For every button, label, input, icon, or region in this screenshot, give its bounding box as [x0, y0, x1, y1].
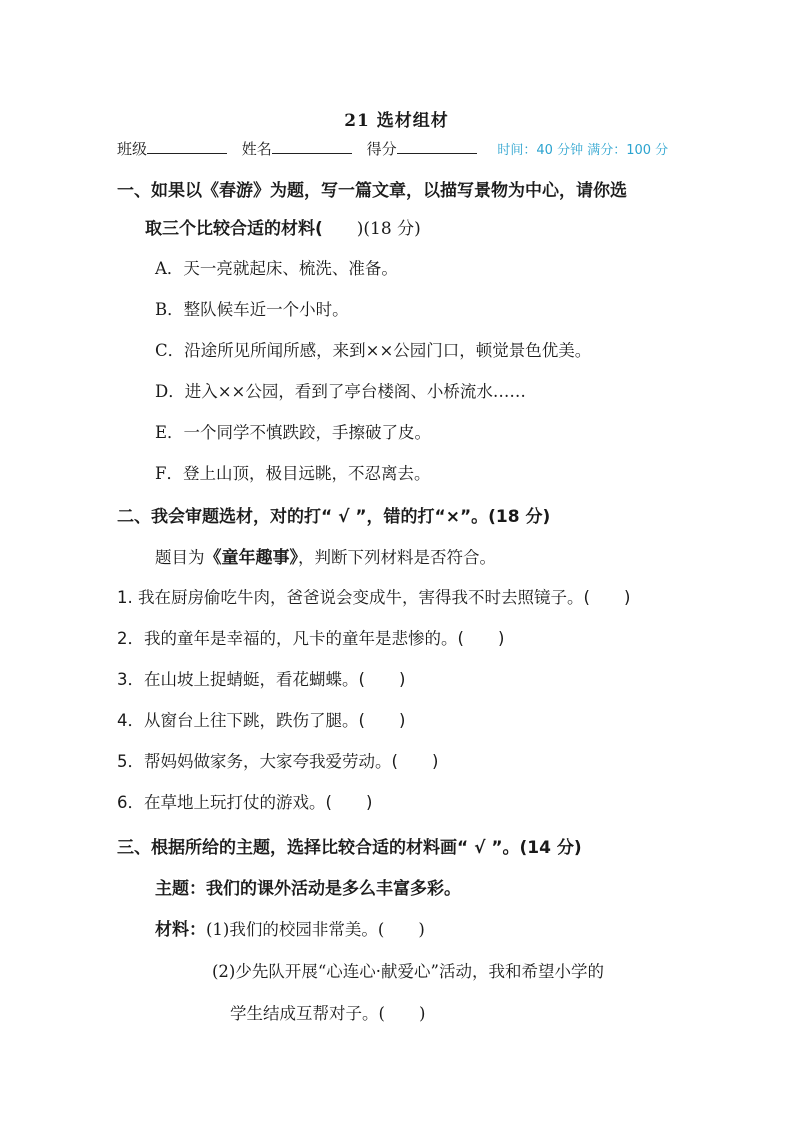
material-2-line2 [230, 1000, 425, 1024]
section2-subtitle [155, 543, 496, 568]
judge-item-text: 2．我的童年是幸福的，凡卡的童年是悲惨的。( [117, 629, 464, 648]
option-c: C．沿途所见所闻所感，来到××公园门口，顿觉景色优美。 [155, 341, 592, 360]
worksheet-title: 21 选材组材 [344, 111, 449, 131]
material-label: 材料： [155, 920, 206, 940]
judge-item-5 [117, 748, 438, 772]
section1-heading-suffix: )(18 分) [356, 219, 421, 239]
close-paren: ) [497, 629, 505, 648]
name-label: 姓名 [241, 140, 272, 158]
option-e: E．一个同学不慎跌跤，手擦破了皮。 [155, 423, 432, 442]
close-paren: ) [398, 711, 406, 730]
time-info: 时间：40 分钟 满分：100 分 [497, 143, 669, 158]
judge-item-4 [117, 707, 405, 731]
name-field[interactable] [242, 138, 352, 159]
section2-subtitle-suffix: ，判断下列材料是否符合。 [298, 548, 496, 567]
section3-heading: 三、根据所给的主题，选择比较合适的材料画“ √ ”。(14 分) [117, 838, 582, 858]
score-label: 得分 [366, 140, 397, 158]
judge-item-3 [117, 666, 405, 690]
judge-item-6 [117, 789, 372, 813]
option-b: B．整队候车近一个小时。 [155, 300, 349, 319]
material-text: 学生结成互帮对子。( [230, 1004, 385, 1023]
class-blank[interactable] [147, 139, 227, 154]
material-1 [155, 915, 425, 940]
material-text: (1)我们的校园非常美。( [206, 920, 385, 939]
judge-item-2 [117, 625, 504, 649]
class-label: 班级 [117, 140, 148, 158]
judge-item-text: 6．在草地上玩打仗的游戏。( [117, 793, 332, 812]
close-paren: ) [623, 588, 631, 607]
section1-heading-line2 [145, 214, 421, 239]
section2-topic-title: 《童年趣事》 [204, 548, 298, 568]
section2-subtitle-prefix: 题目为 [155, 548, 205, 567]
judge-item-text: 5．帮妈妈做家务，大家夸我爱劳动。( [117, 752, 398, 771]
close-paren: ) [418, 920, 425, 939]
judge-item-text: 4．从窗台上往下跳，跌伤了腿。( [117, 711, 365, 730]
option-f: F．登上山顶，极目远眺，不忍离去。 [155, 464, 431, 483]
student-info-row [117, 138, 668, 159]
name-blank[interactable] [272, 139, 352, 154]
judge-item-text: 3．在山坡上捉蜻蜓，看花蝴蝶。( [117, 670, 365, 689]
section1-heading-line1: 一、如果以《春游》为题，写一篇文章，以描写景物为中心，请你选 [117, 181, 627, 201]
section1-heading-prefix: 取三个比较合适的材料( [145, 219, 323, 239]
class-field[interactable] [117, 138, 227, 159]
option-d: D．进入××公园，看到了亭台楼阁、小桥流水…… [155, 382, 526, 401]
judge-item-1 [117, 584, 630, 608]
score-blank[interactable] [397, 139, 477, 154]
score-field[interactable] [367, 138, 477, 159]
section3-theme: 主题：我们的课外活动是多么丰富多彩。 [155, 879, 461, 899]
close-paren: ) [431, 752, 439, 771]
close-paren: ) [365, 793, 373, 812]
option-a: A．天一亮就起床、梳洗、准备。 [155, 259, 398, 278]
close-paren: ) [398, 670, 406, 689]
material-2-line1: (2)少先队开展“心连心·献爱心”活动，我和希望小学的 [212, 962, 604, 981]
close-paren: ) [418, 1004, 426, 1023]
judge-item-text: 1. 我在厨房偷吃牛肉，爸爸说会变成牛，害得我不时去照镜子。( [117, 588, 590, 607]
section2-heading: 二、我会审题选材，对的打“ √ ”，错的打“×”。(18 分) [117, 507, 551, 527]
